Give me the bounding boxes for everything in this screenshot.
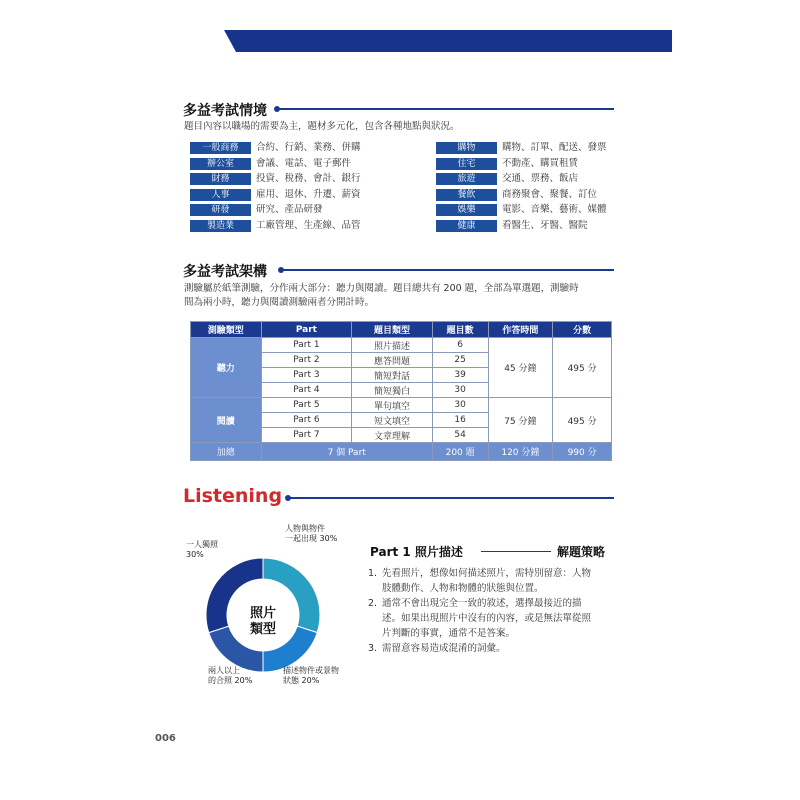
header-banner [224, 30, 672, 52]
count-cell: 6 [432, 338, 488, 353]
count-cell: 16 [432, 413, 488, 428]
total-score: 990 分 [553, 443, 612, 461]
scenario-desc: 看醫生、牙醫、醫院 [502, 220, 588, 231]
scenario-desc: 交通、票務、飯店 [502, 173, 579, 185]
part-cell: Part 6 [261, 413, 352, 428]
scenario-tag: 娛樂 [436, 204, 497, 216]
section-divider [282, 269, 614, 271]
table-row [191, 338, 612, 353]
slice-label-line: 人物與物件 [285, 524, 325, 533]
section-divider [289, 497, 614, 499]
listening-category: 聽力 [191, 338, 262, 398]
scenarios-intro: 題目內容以職場的需要為主，題材多元化，包含各種地點與狀況。 [184, 121, 460, 132]
part-cell: Part 1 [261, 338, 352, 353]
part-cell: Part 7 [261, 428, 352, 443]
type-cell: 照片描述 [352, 338, 433, 353]
scenario-tag: 住宅 [436, 158, 497, 170]
count-cell: 25 [432, 353, 488, 368]
type-cell: 簡短對話 [352, 368, 433, 383]
strategy-tips [368, 566, 618, 656]
scenario-desc: 電影、音樂、藝術、媒體 [502, 204, 607, 216]
scenario-tag: 旅遊 [436, 173, 497, 185]
tip-line: 肢體動作、人物和物體的狀態與位置。 [382, 583, 544, 594]
scenario-desc: 不動產、購買租賃 [502, 157, 579, 169]
scenario-desc: 商務聚會、聚餐、訂位 [502, 188, 598, 200]
scenario-tag: 人事 [190, 189, 251, 201]
table-header: 題目類型 [352, 322, 433, 338]
part-cell: Part 3 [261, 368, 352, 383]
slice-label-people-objects [285, 524, 337, 544]
count-cell: 30 [432, 383, 488, 398]
type-cell: 短文填空 [352, 413, 433, 428]
section-title-structure: 多益考試架構 [183, 264, 267, 280]
count-cell: 54 [432, 428, 488, 443]
scenario-tag: 餐飲 [436, 189, 497, 201]
reading-category: 閱讀 [191, 398, 262, 443]
time-cell: 45 分鐘 [488, 338, 553, 398]
donut-center-line1: 照片 [249, 606, 277, 621]
tip-line: 述。如果出現照片中沒有的內容，或是無法單從照 [382, 613, 592, 624]
section-title-scenarios: 多益考試情境 [183, 103, 267, 119]
type-cell: 文章理解 [352, 428, 433, 443]
table-header: 題目數 [432, 322, 488, 338]
part-cell: Part 2 [261, 353, 352, 368]
tip-line: 通常不會出現完全一致的敘述，選擇最接近的描 [382, 598, 582, 609]
table-header-row [191, 322, 612, 338]
type-cell: 單句填空 [352, 398, 433, 413]
tip-number: 3. [368, 643, 378, 654]
scenario-tag: 購物 [436, 142, 497, 154]
structure-intro-line1: 測驗屬於紙筆測驗，分作兩大部分：聽力與閱讀。題目總共有 200 題，全部為單選題，測驗時 [184, 283, 579, 294]
exam-structure-table [190, 321, 612, 461]
donut-center-line2: 類型 [249, 622, 277, 637]
scenario-tag: 一般商務 [190, 142, 251, 154]
slice-label-scene-state [283, 666, 339, 686]
slice-label-line: 的合照 20% [208, 676, 253, 685]
slice-label-line: 一起出現 30% [285, 534, 338, 543]
tip-line: 片判斷的事實，通常不是答案。 [382, 628, 516, 639]
scenario-tag: 辦公室 [190, 158, 251, 170]
total-count: 200 題 [432, 443, 488, 461]
tip-item [368, 641, 618, 656]
score-cell: 495 分 [553, 398, 612, 443]
scenario-desc: 合約、行銷、業務、併購 [256, 142, 361, 153]
scenario-tag: 財務 [190, 173, 251, 185]
tip-number: 2. [368, 598, 378, 609]
table-header: 測驗類型 [191, 322, 262, 338]
count-cell: 39 [432, 368, 488, 383]
scenario-tag: 研發 [190, 204, 251, 216]
type-cell: 簡短獨白 [352, 383, 433, 398]
count-cell: 30 [432, 398, 488, 413]
strategy-label: 解題策略 [557, 545, 606, 559]
tip-line: 需留意容易造成混淆的詞彙。 [382, 643, 506, 654]
table-total-row [191, 443, 612, 461]
tip-number: 1. [368, 568, 378, 579]
slice-label-line: 一人獨照 [186, 540, 218, 549]
part-cell: Part 5 [261, 398, 352, 413]
tip-item [368, 596, 618, 641]
part1-title: Part 1 照片描述 [370, 545, 463, 559]
page-number: 006 [155, 733, 176, 744]
slice-label-group-photo [208, 666, 252, 686]
tip-line: 先看照片，想像如何描述照片，需特別留意：人物 [382, 568, 592, 579]
part-cell: Part 4 [261, 383, 352, 398]
total-parts: 7 個 Part [261, 443, 432, 461]
slice-label-single-person [186, 540, 218, 560]
table-header: 分數 [553, 322, 612, 338]
scenario-desc: 工廠管理、生產線、品管 [256, 220, 361, 231]
scenario-desc: 購物、訂單、配送、發票 [502, 142, 607, 153]
listening-title: Listening [183, 485, 283, 507]
table-row [191, 398, 612, 413]
scenario-desc: 雇用、退休、升遷、薪資 [256, 188, 361, 200]
table-header: Part [261, 322, 352, 338]
slice-label-line: 描述物件或景物 [283, 666, 339, 675]
part1-divider [481, 551, 551, 552]
structure-intro-line2: 間為兩小時，聽力與閱讀測驗兩者分開計時。 [184, 297, 375, 308]
slice-label-line: 30% [186, 550, 204, 559]
scenario-tag: 健康 [436, 220, 497, 232]
scenario-desc: 研究、產品研發 [256, 204, 323, 216]
scenario-tag: 製造業 [190, 220, 251, 232]
type-cell: 應答問題 [352, 353, 433, 368]
slice-label-line: 狀態 20% [283, 676, 320, 685]
time-cell: 75 分鐘 [488, 398, 553, 443]
slice-label-line: 兩人以上 [208, 666, 240, 675]
total-time: 120 分鐘 [488, 443, 553, 461]
total-label: 加總 [191, 443, 262, 461]
tip-item [368, 566, 618, 596]
scenario-desc: 投資、稅務、會計、銀行 [256, 173, 361, 185]
section-divider [278, 108, 614, 110]
scenario-desc: 會議、電話、電子郵件 [256, 157, 352, 169]
score-cell: 495 分 [553, 338, 612, 398]
table-header: 作答時間 [488, 322, 553, 338]
